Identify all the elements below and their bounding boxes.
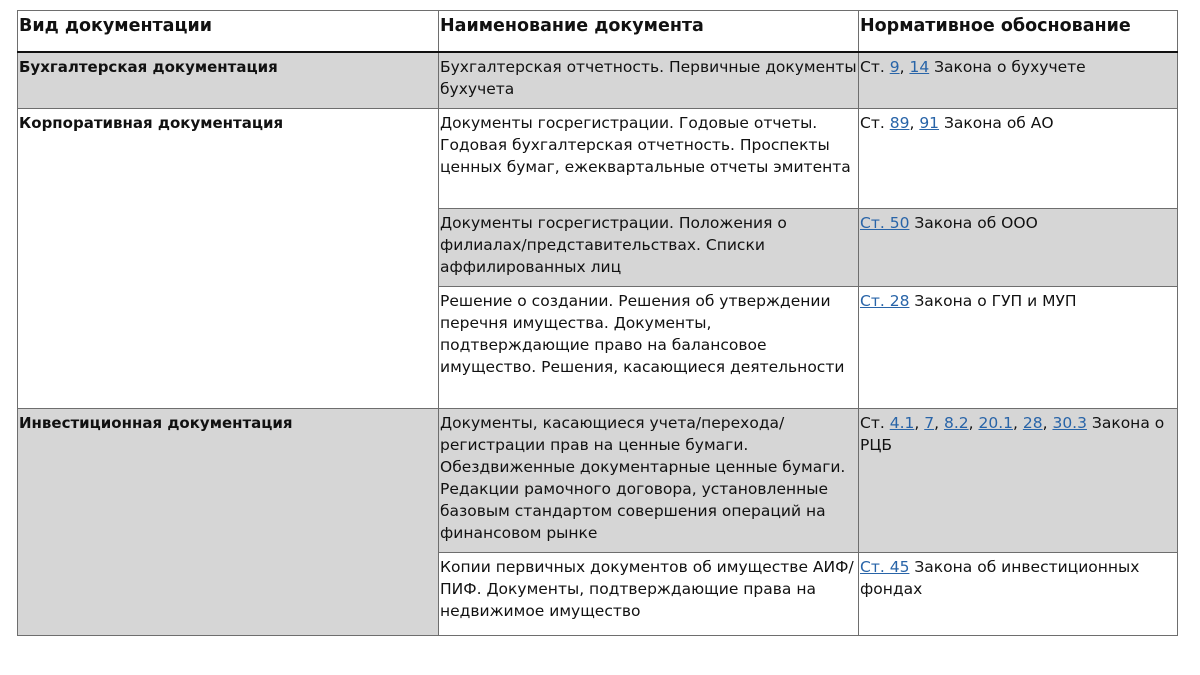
law-name: Закона о РЦБ bbox=[860, 414, 1165, 454]
legal-basis-prefix: Ст. bbox=[860, 58, 890, 76]
table-row bbox=[18, 409, 1178, 553]
law-article-link[interactable]: Ст. 28 bbox=[860, 292, 910, 310]
doc-type-cell: Инвестиционная документация bbox=[18, 409, 439, 636]
doc-name-cell: Копии первичных документов об имуществе АИФ/ПИФ. Документы, подтверждающие права на недвижимое имущество bbox=[439, 553, 859, 636]
law-article-link[interactable]: Ст. 45 bbox=[860, 558, 910, 576]
doc-name-cell: Решение о создании. Решения об утверждении перечня имущества. Документы, подтверждающие право на балансовое имущество. Решения, касающиеся деятельности bbox=[439, 287, 859, 409]
law-article-link[interactable]: 4.1 bbox=[889, 414, 915, 432]
doc-type-cell: Бухгалтерская документация bbox=[18, 52, 439, 109]
header-doc-type: Вид документации bbox=[18, 11, 439, 53]
legal-basis-cell: Ст. 4.1, 7, 8.2, 20.1, 28, 30.3 Закона о РЦБ bbox=[859, 409, 1178, 553]
law-article-link[interactable]: 91 bbox=[919, 114, 940, 132]
law-article-link[interactable]: 30.3 bbox=[1052, 414, 1087, 432]
law-name: Закона об ООО bbox=[914, 214, 1038, 232]
table-header-row bbox=[18, 11, 1178, 53]
law-article-link[interactable]: Ст. 50 bbox=[860, 214, 910, 232]
doc-type-cell: Корпоративная документация bbox=[18, 109, 439, 409]
law-name: Закона об АО bbox=[943, 114, 1054, 132]
documentation-table bbox=[17, 10, 1178, 636]
law-article-link[interactable]: 9 bbox=[889, 58, 900, 76]
header-legal-basis: Нормативное обоснование bbox=[859, 11, 1178, 53]
law-name: Закона о ГУП и МУП bbox=[914, 292, 1077, 310]
doc-name-cell: Бухгалтерская отчетность. Первичные документы бухучета bbox=[439, 52, 859, 109]
law-article-link[interactable]: 89 bbox=[889, 114, 910, 132]
legal-basis-cell bbox=[859, 553, 1178, 636]
law-name: Закона о бухучете bbox=[934, 58, 1086, 76]
legal-basis-prefix: Ст. bbox=[860, 414, 890, 432]
law-article-link[interactable]: 28 bbox=[1022, 414, 1043, 432]
law-article-link[interactable]: 7 bbox=[924, 414, 935, 432]
legal-basis-prefix: Ст. bbox=[860, 114, 890, 132]
doc-name-cell: Документы госрегистрации. Положения о филиалах/представительствах. Списки аффилированных лиц bbox=[439, 209, 859, 287]
table-row bbox=[18, 52, 1178, 109]
legal-basis-cell bbox=[859, 209, 1178, 287]
law-name: Закона об инвестиционных фондах bbox=[860, 558, 1140, 598]
legal-basis-cell bbox=[859, 287, 1178, 409]
law-article-link[interactable]: 20.1 bbox=[978, 414, 1013, 432]
legal-basis-cell: Ст. 89, 91 Закона об АО bbox=[859, 109, 1178, 209]
law-article-link[interactable]: 14 bbox=[909, 58, 930, 76]
law-article-link[interactable]: 8.2 bbox=[943, 414, 969, 432]
doc-name-cell: Документы, касающиеся учета/перехода/регистрации прав на ценные бумаги. Обездвиженные документарные ценные бумаги. Редакции рамочного договора, установленные базовым стандартом совершения операций на финансовом рынке bbox=[439, 409, 859, 553]
doc-name-cell: Документы госрегистрации. Годовые отчеты. Годовая бухгалтерская отчетность. Проспекты ценных бумаг, ежеквартальные отчеты эмитента bbox=[439, 109, 859, 209]
legal-basis-cell: Ст. 9, 14 Закона о бухучете bbox=[859, 52, 1178, 109]
table-row bbox=[18, 109, 1178, 209]
header-doc-name: Наименование документа bbox=[439, 11, 859, 53]
